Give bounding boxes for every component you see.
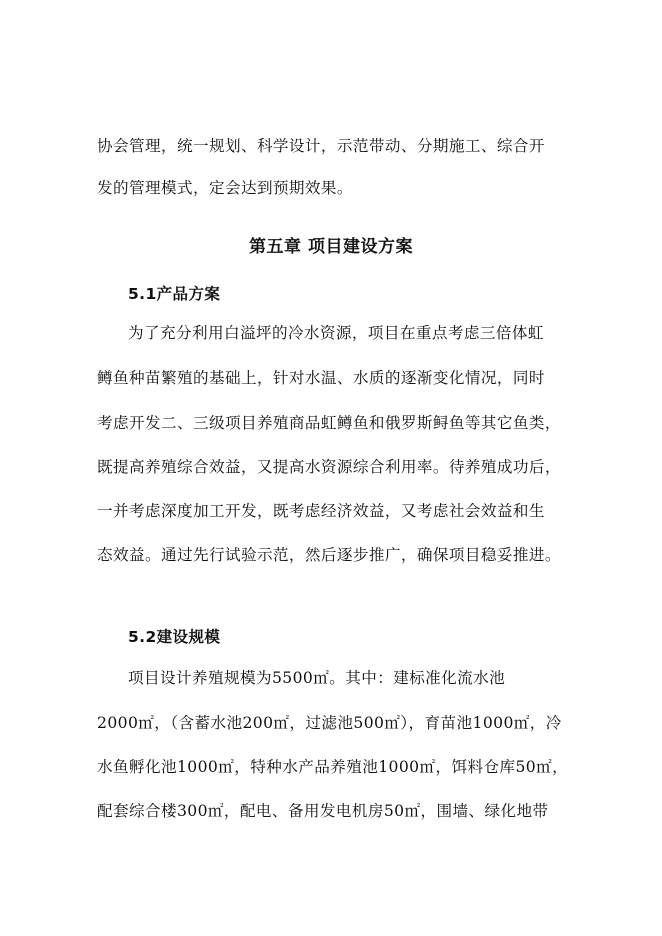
paragraph-line: 态效益。通过先行试验示范，然后逐步推广，确保项目稳妥推进。 <box>97 546 561 564</box>
paragraph-line: 水鱼孵化池1000㎡，特种水产品养殖池1000㎡，饵料仓库50㎡， <box>97 758 569 776</box>
chapter-title: 第五章 项目建设方案 <box>249 237 413 257</box>
section-heading-5-2: 5.2建设规模 <box>128 628 221 646</box>
paragraph-line: 鳟鱼种苗繁殖的基础上，针对水温、水质的逐渐变化情况，同时 <box>97 369 545 387</box>
paragraph-line: 一并考虑深度加工开发，既考虑经济效益，又考虑社会效益和生 <box>97 502 545 520</box>
paragraph-line: 考虑开发二、三级项目养殖商品虹鳟鱼和俄罗斯鲟鱼等其它鱼类， <box>97 414 561 432</box>
intro-line-1: 协会管理，统一规划、科学设计，示范带动、分期施工、综合开 <box>97 137 545 155</box>
paragraph-line: 项目设计养殖规模为5500㎡。其中：建标准化流水池 <box>128 669 506 687</box>
section-heading-5-1: 5.1产品方案 <box>128 285 221 303</box>
paragraph-line: 配套综合楼300㎡，配电、备用发电机房50㎡，围墙、绿化地带 <box>97 802 549 820</box>
paragraph-line: 为了充分利用白溢坪的冷水资源，项目在重点考虑三倍体虹 <box>128 324 544 342</box>
paragraph-line: 2000㎡，（含蓄水池200㎡，过滤池500㎡），育苗池1000㎡，冷 <box>97 714 562 732</box>
paragraph-line: 既提高养殖综合效益，又提高水资源综合利用率。待养殖成功后， <box>97 458 561 476</box>
intro-line-2: 发的管理模式，定会达到预期效果。 <box>97 179 353 197</box>
